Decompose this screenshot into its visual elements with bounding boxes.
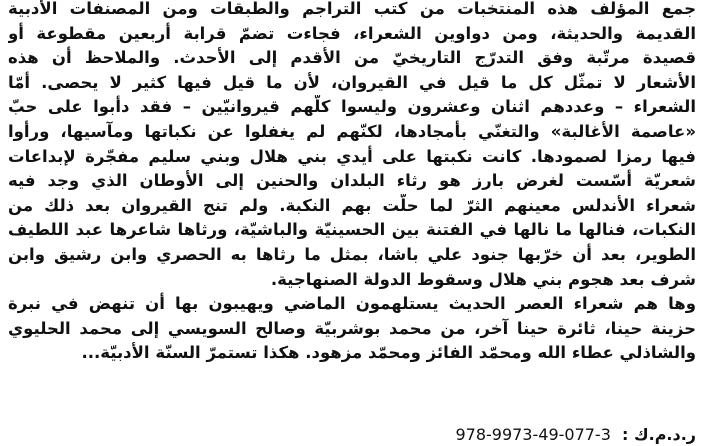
text-line: شعريّة أسّست لغرض بارز هو رثاء البلدان والحنين إلى الأوطان الذي وجد فيه (8, 171, 696, 191)
isbn-value: 978-9973-49-077-3 (455, 425, 611, 444)
text-line: شعراء الأندلس معينهم الثرّ لما حلّت بهم النكبة. ولم تنج القيروان بعد ذلك من (8, 195, 696, 215)
text-line: القديمة والحديثة، ومن دواوين الشعراء، فجاءت تضمّ قرابة أربعين مقطوعة أو (8, 23, 696, 43)
text-line: فيها رمزا لصمودها. كانت نكبتها على أيدي بني هلال وبني سليم مفجّرة لإبداعات (8, 146, 696, 166)
text-line: قصيدة مرتّبة وفق التدرّج التاريخيّ من الأقدم إلى الأحدث. والملاحظ أن هذه (8, 48, 696, 68)
text-line: جمع المؤلف هذه المنتخبات من كتب التراجم والطبقات ومن المصنفات الأدبية (8, 0, 696, 18)
text-line-paragraph-end: والشاذلي عطاء الله ومحمّد الفائز ومحمّد مزهود. هكذا تستمرّ السنّة الأدبيّة... (81, 343, 696, 363)
text-line: حزينة حينا، ثائرة حينا آخر، من محمد بوشربيّة وصالح السويسي إلى محمد الحليوي (8, 318, 696, 338)
text-line: «عاصمة الأغالبة» والتغنّي بأمجادها، لكنّهم لم يغفلوا عن نكباتها ومآسيها، ورأوا (8, 121, 696, 141)
text-line: النكبات، فنالها ما نالها في الفتنة بين الحسينيّة والباشيّة، ورثاها شاعرها عبد اللطيف (8, 220, 696, 240)
text-line: وها هم شعراء العصر الحديث يستلهمون الماضي ويهيبون بها أن تنهض في نبرة (8, 294, 696, 314)
isbn-line (8, 424, 696, 446)
body-text (8, 0, 696, 366)
text-line: الشعراء – وعددهم اثنان وعشرون وليسوا كلّهم قيروانيّين – فقد دأبوا على حبّ (8, 97, 696, 117)
text-line-paragraph-end: شرف بعد هجوم بني هلال وسقوط الدولة الصنهاجية. (270, 269, 696, 289)
text-line: الطوير، بعد أن خرّبها جنود علي باشا، بمثل ما رثاها به الحصري وابن رشيق وابن (8, 244, 696, 264)
text-line: الأشعار لا تمثّل كل ما قيل في القيروان، لأن ما قيل فيها كثير لا يحصى. أمّا (8, 72, 696, 92)
isbn-label: ر.د.م.ك : (621, 425, 696, 444)
